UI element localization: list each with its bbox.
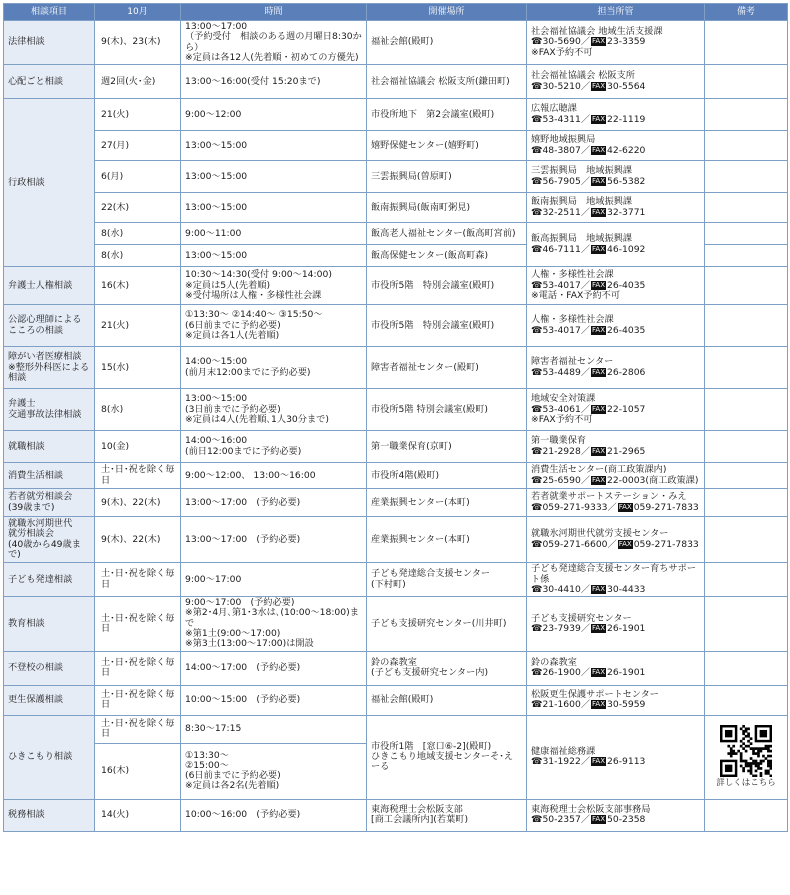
fax-icon: FAX	[592, 367, 605, 376]
time-cell: 9:00～12:00	[181, 99, 367, 131]
remarks-cell	[705, 597, 788, 651]
date-cell: 土･日･祝を除く毎日	[95, 463, 181, 489]
venue-cell: 飯高保健センター(飯高町森)	[367, 245, 527, 267]
department-name: 子ども支援研究センター	[531, 612, 632, 624]
contact-text: ☎21-2928／	[531, 445, 591, 457]
remarks-cell	[705, 305, 788, 347]
time-cell: 13:00～15:00 (3日前までに予約必要) ※定員は4人(先着順､1人30分まで)	[181, 389, 367, 431]
fax-icon: FAX	[592, 145, 605, 154]
contact-text: ☎30-5210／	[531, 80, 591, 92]
contact-text: ☎30-5690／	[531, 36, 591, 48]
fax-icon: FAX	[592, 623, 605, 632]
time-cell: 9:00～12:00、 13:00～16:00	[181, 463, 367, 489]
contact-text: ☎31-1922／	[531, 756, 591, 768]
date-cell: 土･日･祝を除く毎日	[95, 651, 181, 685]
department-name: 東海税理士会松阪支部事務局	[531, 803, 651, 815]
date-cell: 9(木)、22(木)	[95, 517, 181, 563]
category-cell: 不登校の相談	[4, 651, 95, 685]
time-cell: 14:00～16:00 (前日12:00までに予約必要)	[181, 431, 367, 463]
department-name: 障害者福祉センター	[531, 356, 614, 368]
remarks-cell	[705, 517, 788, 563]
fax-icon: FAX	[592, 325, 605, 334]
date-cell: 8(水)	[95, 245, 181, 267]
contact-text: ☎53-4017／	[531, 279, 591, 291]
contact-text: ☎30-4410／	[531, 583, 591, 595]
department-name: 人権・多様性社会課	[531, 269, 614, 281]
contact-text: ☎21-1600／	[531, 699, 591, 711]
date-cell: 8(水)	[95, 389, 181, 431]
time-cell: ①13:30～ ②15:00～ (6日前までに予約必要) ※定員は各2名(先着順)	[181, 743, 367, 799]
venue-cell: 三雲振興局(曽原町)	[367, 161, 527, 193]
time-cell: 9:00～17:00 (予約必要) ※第2･4月､第1･3水は､(10:00～18:00)まで ※第1土(9:00～17:00) ※第3土(13:00～17:00)は開設	[181, 597, 367, 651]
department-cell: 鈴の森教室 ☎26-1900／ FAX 26-1901	[527, 651, 705, 685]
category-cell: 税務相談	[4, 799, 95, 831]
contact-text: ☎53-4311／	[531, 113, 591, 125]
department-name: 就職氷河期世代就労支援センター	[531, 528, 669, 540]
department-cell: 子ども支援研究センター ☎23-7939／ FAX 26-1901	[527, 597, 705, 651]
venue-cell: 市役所4階(殿町)	[367, 463, 527, 489]
fax-icon: FAX	[592, 37, 605, 46]
fax-icon: FAX	[592, 404, 605, 413]
contact-text: ☎50-2357／	[531, 814, 591, 826]
qr-caption: 詳しくはこちら	[716, 778, 776, 789]
date-cell: 21(火)	[95, 305, 181, 347]
table-row	[4, 99, 788, 131]
time-cell: 13:00～15:00	[181, 245, 367, 267]
table-row	[4, 715, 788, 743]
department-cell: 社会福祉協議会 松阪支所 ☎30-5210／ FAX 30-5564	[527, 65, 705, 99]
department-cell: 人権・多様性社会課 ☎53-4017／ FAX 26-4035	[527, 305, 705, 347]
department-name: 広報広聴課	[531, 103, 577, 115]
category-cell: 公認心理師による こころの相談	[4, 305, 95, 347]
venue-cell: 産業振興センター(本町)	[367, 489, 527, 517]
department-name: 飯南振興局 地域振興課	[531, 196, 633, 208]
venue-cell: 第一職業保育(京町)	[367, 431, 527, 463]
department-cell: 飯高振興局 地域振興課 ☎46-7111／ FAX 46-1092	[527, 223, 705, 267]
date-cell: 週2回(火･金)	[95, 65, 181, 99]
contact-text: ☎26-1900／	[531, 667, 591, 679]
category-cell: 就職相談	[4, 431, 95, 463]
col-time: 時間	[181, 4, 367, 21]
contact-text: ☎25-6590／	[531, 474, 591, 486]
fax-icon: FAX	[592, 114, 605, 123]
remarks-cell	[705, 161, 788, 193]
remarks-cell	[705, 347, 788, 389]
consultation-table	[3, 3, 788, 832]
department-cell: 三雲振興局 地域振興課 ☎56-7905／ FAX 56-5382	[527, 161, 705, 193]
department-name: 若者就業サポートステーション・みえ	[531, 491, 687, 503]
table-row	[4, 305, 788, 347]
department-name: 鈴の森教室	[531, 656, 577, 668]
remarks-cell	[705, 131, 788, 161]
time-cell: 14:00～15:00 (前月末12:00までに予約必要)	[181, 347, 367, 389]
venue-cell: 飯高老人福祉センター(飯高町宮前)	[367, 223, 527, 245]
time-cell: 14:00～17:00 (予約必要)	[181, 651, 367, 685]
date-cell: 27(月)	[95, 131, 181, 161]
department-cell: 子ども発達総合支援センター育ちサポート係 ☎30-4410／ FAX 30-4433	[527, 563, 705, 597]
venue-cell: 飯南振興局(飯南町粥見)	[367, 193, 527, 223]
venue-cell: 市役所1階 [窓口⑥-2](殿町) ひきこもり地域支援センターそ･えーる	[367, 715, 527, 799]
remarks-cell	[705, 65, 788, 99]
department-name: 社会福祉協議会 松阪支所	[531, 70, 635, 82]
department-cell: 嬉野地域振興局 ☎48-3807／ FAX 42-6220	[527, 131, 705, 161]
venue-cell: 市役所地下 第2会議室(殿町)	[367, 99, 527, 131]
venue-cell: 福祉会館(殿町)	[367, 685, 527, 715]
category-cell: 更生保護相談	[4, 685, 95, 715]
time-cell: 13:00～15:00	[181, 131, 367, 161]
category-cell: ひきこもり相談	[4, 715, 95, 799]
table-row	[4, 563, 788, 597]
department-name: 第一職業保育	[531, 435, 587, 447]
fax-icon: FAX	[592, 700, 605, 709]
table-row	[4, 267, 788, 305]
fax-icon: FAX	[592, 584, 605, 593]
department-name: 飯高振興局 地域振興課	[531, 233, 633, 245]
date-cell: 土･日･祝を除く毎日	[95, 715, 181, 743]
contact-text: ☎23-7939／	[531, 622, 591, 634]
fax-icon: FAX	[592, 668, 605, 677]
date-cell: 土･日･祝を除く毎日	[95, 685, 181, 715]
department-cell: 若者就業サポートステーション・みえ ☎059-271-9333／ FAX 059-271-7833	[527, 489, 705, 517]
department-cell: 松阪更生保護サポートセンター ☎21-1600／ FAX 30-5959	[527, 685, 705, 715]
department-name: 健康福祉総務課	[531, 745, 596, 757]
time-cell: 13:00～17:00 （予約受付 相談のある週の月曜日8:30から） ※定員は各12人(先着順・初めての方優先)	[181, 21, 367, 65]
table-row	[4, 651, 788, 685]
department-name: 地域安全対策課	[531, 393, 596, 405]
venue-cell: 市役所5階 特別会議室(殿町)	[367, 267, 527, 305]
department-cell: 東海税理士会松阪支部事務局 ☎50-2357／ FAX 50-2358	[527, 799, 705, 831]
time-cell: 8:30～17:15	[181, 715, 367, 743]
time-cell: 13:00～17:00 (予約必要)	[181, 489, 367, 517]
table-row	[4, 389, 788, 431]
time-cell: 13:00～15:00	[181, 161, 367, 193]
department-cell: 地域安全対策課 ☎53-4061／ FAX 22-1057 ※FAX予約不可	[527, 389, 705, 431]
table-row	[4, 131, 788, 161]
remarks-cell	[705, 389, 788, 431]
time-cell: 9:00～17:00	[181, 563, 367, 597]
time-cell: 13:00～15:00	[181, 193, 367, 223]
date-cell: 8(水)	[95, 223, 181, 245]
fax-icon: FAX	[592, 81, 605, 90]
category-cell: 法律相談	[4, 21, 95, 65]
remarks-cell	[705, 489, 788, 517]
department-name: 消費生活センター(商工政策課内)	[531, 464, 667, 476]
col-month: 10月	[95, 4, 181, 21]
remarks-cell	[705, 685, 788, 715]
date-cell: 10(金)	[95, 431, 181, 463]
remarks-cell	[705, 223, 788, 245]
contact-text: ☎46-7111／	[531, 243, 591, 255]
time-cell: 13:00～17:00 (予約必要)	[181, 517, 367, 563]
venue-cell: 社会福祉協議会 松阪支所(鎌田町)	[367, 65, 527, 99]
date-cell: 16(木)	[95, 743, 181, 799]
table-row	[4, 489, 788, 517]
time-cell: 10:30～14:30(受付 9:00～14:00) ※定員は5人(先着順) ※受付場所は人権・多様性社会課	[181, 267, 367, 305]
table-row	[4, 347, 788, 389]
time-cell: 10:00～15:00 (予約必要)	[181, 685, 367, 715]
category-cell: 弁護士人権相談	[4, 267, 95, 305]
fax-icon: FAX	[592, 207, 605, 216]
date-cell: 14(火)	[95, 799, 181, 831]
fax-icon: FAX	[592, 757, 605, 766]
col-category: 相談項目	[4, 4, 95, 21]
header-row	[4, 4, 788, 21]
date-cell: 15(水)	[95, 347, 181, 389]
remarks-cell	[705, 193, 788, 223]
category-cell: 障がい者医療相談 ※整形外科医による 相談	[4, 347, 95, 389]
venue-cell: 障害者福祉センター(殿町)	[367, 347, 527, 389]
remarks-cell	[705, 99, 788, 131]
table-row	[4, 799, 788, 831]
venue-cell: 東海税理士会松阪支部 [商工会議所内](若葉町)	[367, 799, 527, 831]
contact-text: ☎059-271-6600／	[531, 538, 617, 550]
remarks-cell	[705, 463, 788, 489]
department-cell: 飯南振興局 地域振興課 ☎32-2511／ FAX 32-3771	[527, 193, 705, 223]
contact-text: ☎53-4489／	[531, 366, 591, 378]
department-cell: 健康福祉総務課 ☎31-1922／ FAX 26-9113	[527, 715, 705, 799]
category-cell: 若者就労相談会 (39歳まで)	[4, 489, 95, 517]
department-name: 人権・多様性社会課	[531, 314, 614, 326]
qr-code-icon[interactable]	[720, 725, 772, 777]
remarks-cell	[705, 431, 788, 463]
venue-cell: 市役所5階 特別会議室(殿町)	[367, 389, 527, 431]
remarks-cell	[705, 799, 788, 831]
department-name: 社会福祉協議会 地域生活支援課	[531, 26, 663, 38]
fax-icon: FAX	[618, 539, 632, 548]
date-cell: 6(月)	[95, 161, 181, 193]
date-cell: 9(木)、22(木)	[95, 489, 181, 517]
category-cell: 子ども発達相談	[4, 563, 95, 597]
table-row	[4, 431, 788, 463]
remarks-cell	[705, 651, 788, 685]
category-cell: 消費生活相談	[4, 463, 95, 489]
venue-cell: 福祉会館(殿町)	[367, 21, 527, 65]
contact-text: ☎53-4061／	[531, 403, 591, 415]
venue-cell: 子ども支援研究センター(川井町)	[367, 597, 527, 651]
table-row	[4, 685, 788, 715]
venue-cell: 子ども発達総合支援センター (下村町)	[367, 563, 527, 597]
remarks-cell	[705, 267, 788, 305]
col-department: 担当所管	[527, 4, 705, 21]
department-cell: 障害者福祉センター ☎53-4489／ FAX 26-2806	[527, 347, 705, 389]
category-cell: 行政相談	[4, 99, 95, 267]
table-row	[4, 65, 788, 99]
fax-icon: FAX	[592, 244, 605, 253]
table-row	[4, 597, 788, 651]
venue-cell: 産業振興センター(本町)	[367, 517, 527, 563]
remarks-cell	[705, 563, 788, 597]
contact-text: ☎48-3807／	[531, 144, 591, 156]
date-cell: 土･日･祝を除く毎日	[95, 597, 181, 651]
date-cell: 土･日･祝を除く毎日	[95, 563, 181, 597]
table-row	[4, 223, 788, 245]
date-cell: 22(木)	[95, 193, 181, 223]
fax-icon: FAX	[592, 280, 605, 289]
table-row	[4, 463, 788, 489]
table-row	[4, 161, 788, 193]
date-cell: 9(木)、23(木)	[95, 21, 181, 65]
table-row	[4, 517, 788, 563]
department-cell: 広報広聴課 ☎53-4311／ FAX 22-1119	[527, 99, 705, 131]
remarks-cell	[705, 715, 788, 799]
fax-icon: FAX	[592, 446, 605, 455]
department-name: 松阪更生保護サポートセンター	[531, 688, 659, 700]
time-cell: 10:00～16:00 (予約必要)	[181, 799, 367, 831]
remarks-cell	[705, 21, 788, 65]
venue-cell: 嬉野保健センター(嬉野町)	[367, 131, 527, 161]
table-row	[4, 193, 788, 223]
fax-icon: FAX	[618, 502, 632, 511]
category-cell: 就職氷河期世代 就労相談会 (40歳から49歳まで)	[4, 517, 95, 563]
contact-text: ☎32-2511／	[531, 206, 591, 218]
department-name: 嬉野地域振興局	[531, 134, 596, 146]
col-venue: 開催場所	[367, 4, 527, 21]
col-remarks: 備考	[705, 4, 788, 21]
contact-text: ☎53-4017／	[531, 324, 591, 336]
category-cell: 心配ごと相談	[4, 65, 95, 99]
venue-cell: 市役所5階 特別会議室(殿町)	[367, 305, 527, 347]
table-row	[4, 21, 788, 65]
contact-text: ☎56-7905／	[531, 175, 591, 187]
category-cell: 教育相談	[4, 597, 95, 651]
department-name: 子ども発達総合支援センター育ちサポート係	[531, 563, 697, 585]
fax-icon: FAX	[592, 815, 605, 824]
date-cell: 21(火)	[95, 99, 181, 131]
contact-text: ☎059-271-9333／	[531, 501, 617, 513]
fax-icon: FAX	[592, 176, 605, 185]
department-cell: 人権・多様性社会課 ☎53-4017／ FAX 26-4035 ※電話・FAX予約不可	[527, 267, 705, 305]
time-cell: 13:00～16:00(受付 15:20まで)	[181, 65, 367, 99]
time-cell: 9:00～11:00	[181, 223, 367, 245]
department-cell: 第一職業保育 ☎21-2928／ FAX 21-2965	[527, 431, 705, 463]
date-cell: 16(木)	[95, 267, 181, 305]
department-name: 三雲振興局 地域振興課	[531, 165, 633, 177]
department-cell: 社会福祉協議会 地域生活支援課 ☎30-5690／ FAX 23-3359 ※FAX予約不可	[527, 21, 705, 65]
fax-icon: FAX	[592, 475, 605, 484]
time-cell: ①13:30～ ②14:40～ ③15:50～ (6日前までに予約必要) ※定員は各1人(先着順)	[181, 305, 367, 347]
remarks-cell	[705, 245, 788, 267]
category-cell: 弁護士 交通事故法律相談	[4, 389, 95, 431]
department-cell: 就職氷河期世代就労支援センター ☎059-271-6600／ FAX 059-271-7833	[527, 517, 705, 563]
department-cell: 消費生活センター(商工政策課内) ☎25-6590／ FAX 22-0003(商工政策課)	[527, 463, 705, 489]
venue-cell: 鈴の森教室 (子ども支援研究センター内)	[367, 651, 527, 685]
